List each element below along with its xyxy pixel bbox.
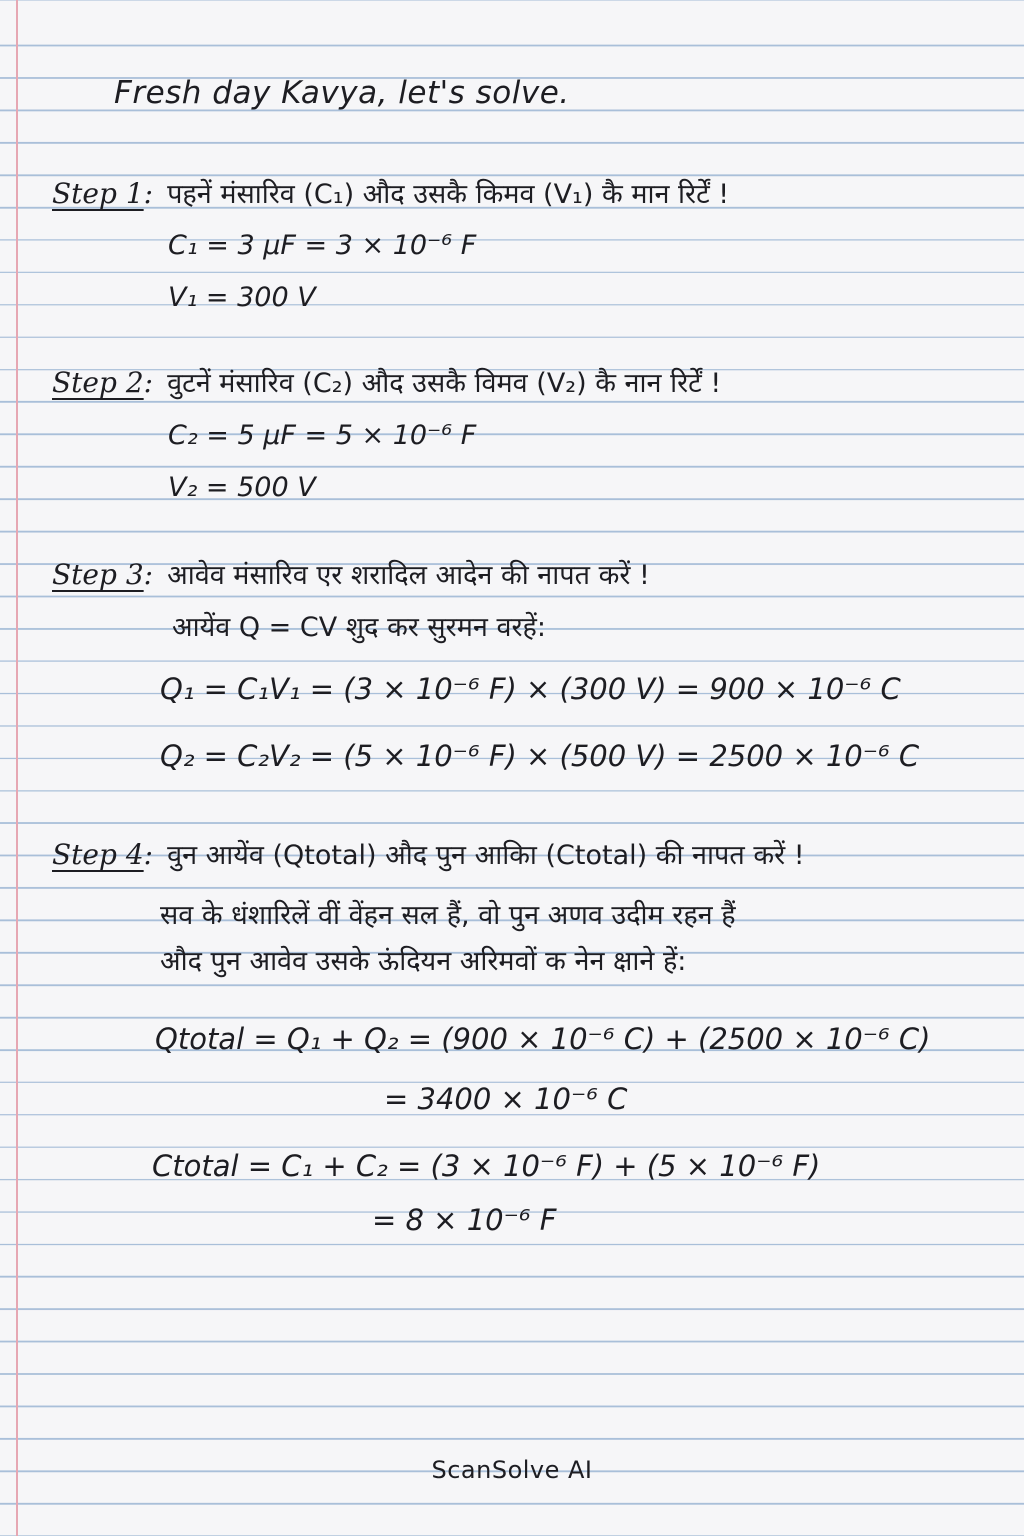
step-2-heading: Step 2: वुटनें मंसारिव (C₂) औद उसकै विमव (V₂) कै नान रिर्टें ! [52, 366, 722, 399]
step-4-para-1: सव के धंशारिलें वीं वेंहन सल हैं, वो पुन अणव उदीम रहन हैं [160, 900, 736, 931]
step-4-heading: Step 4: वुन आयेंव (Qtotal) औद पुन आकिा (Ctotal) की नापत करें ! [52, 838, 805, 871]
margin-line [16, 0, 18, 1536]
step-4-line-3: Ctotal = C₁ + C₂ = (3 × 10⁻⁶ F) + (5 × 10⁻⁶ F) [152, 1149, 821, 1183]
step-3-subtext: आयेंव Q = CV शुद कर सुरमन वरहें: [172, 612, 546, 643]
step-1-text: पहनें मंसारिव (C₁) औद उसकै किमव (V₁) कै मान रिर्टें ! [167, 179, 730, 210]
step-1-label: Step 1 [52, 177, 144, 210]
step-3-heading: Step 3: आवेव मंसारिव एर शरादिल आदेन की नापत करें ! [52, 558, 650, 591]
step-4-text: वुन आयेंव (Qtotal) औद पुन आकिा (Ctotal) की नापत करें ! [167, 840, 805, 871]
step-3-text: आवेव मंसारिव एर शरादिल आदेन की नापत करें ! [167, 560, 650, 591]
step-3-line-2: Q₂ = C₂V₂ = (5 × 10⁻⁶ F) × (500 V) = 2500 × 10⁻⁶ C [160, 739, 920, 773]
step-2-text: वुटनें मंसारिव (C₂) औद उसकै विमव (V₂) कै नान रिर्टें ! [167, 368, 722, 399]
step-4-label: Step 4 [52, 838, 144, 871]
step-2-label: Step 2 [52, 366, 144, 399]
step-3-line-1: Q₁ = C₁V₁ = (3 × 10⁻⁶ F) × (300 V) = 900 × 10⁻⁶ C [160, 672, 901, 706]
greeting: Fresh day Kavya, let's solve. [114, 75, 570, 111]
step-3-label: Step 3 [52, 558, 144, 591]
step-2-line-2: V₂ = 500 V [168, 472, 316, 503]
step-2-line-1: C₂ = 5 μF = 5 × 10⁻⁶ F [168, 420, 477, 451]
step-4-line-4: = 8 × 10⁻⁶ F [372, 1203, 557, 1237]
step-1-line-2: V₁ = 300 V [168, 282, 316, 313]
footer-brand: ScanSolve AI [431, 1456, 593, 1484]
step-1-line-1: C₁ = 3 μF = 3 × 10⁻⁶ F [168, 230, 477, 261]
step-4-line-2: = 3400 × 10⁻⁶ C [384, 1082, 628, 1116]
step-4-line-1: Qtotal = Q₁ + Q₂ = (900 × 10⁻⁶ C) + (2500 × 10⁻⁶ C) [155, 1022, 931, 1056]
step-4-para-2: औद पुन आवेव उसके ऊंदियन अरिमवों क नेन क्षाने हें: [160, 946, 687, 977]
step-1-heading: Step 1: पहनें मंसारिव (C₁) औद उसकै किमव (V₁) कै मान रिर्टें ! [52, 177, 730, 210]
